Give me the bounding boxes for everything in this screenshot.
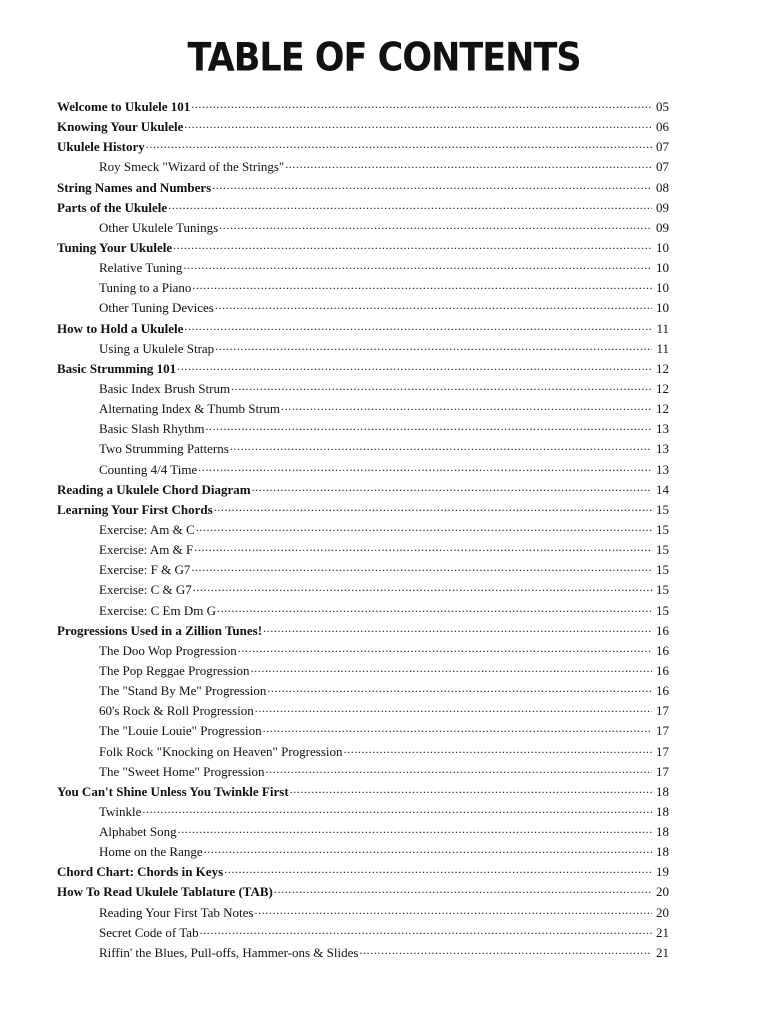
toc-entry-title: Twinkle — [99, 803, 142, 819]
toc-entry-page-number: 16 — [656, 622, 669, 638]
toc-entry-page-number: 15 — [656, 501, 669, 517]
dot-leader — [183, 255, 652, 269]
toc-entry-title: Exercise: Am & C — [99, 521, 195, 537]
toc-entry-page-number: 20 — [656, 884, 669, 900]
dot-leader — [142, 799, 652, 813]
dot-leader — [184, 114, 652, 128]
toc-entry-page-number: 18 — [656, 824, 669, 840]
toc-entry-page-number: 10 — [656, 300, 669, 316]
toc-entry-page-number: 17 — [656, 703, 669, 719]
dot-leader — [173, 235, 652, 249]
toc-entry-title: Knowing Your Ukulele — [57, 119, 184, 135]
dot-leader — [217, 598, 652, 612]
dot-leader — [281, 396, 652, 410]
table-of-contents — [57, 97, 669, 963]
toc-entry-title: Reading Your First Tab Notes — [99, 904, 254, 920]
toc-entry-title: Basic Slash Rhythm — [99, 421, 205, 437]
toc-entry-title: Tuning Your Ukulele — [57, 239, 173, 255]
toc-entry-page-number: 12 — [656, 380, 669, 396]
dot-leader — [198, 457, 652, 471]
toc-entry-title: Alternating Index & Thumb Strum — [99, 401, 281, 417]
toc-entry-page-number: 12 — [656, 360, 669, 376]
toc-entry-title: The "Stand By Me" Progression — [99, 683, 267, 699]
toc-entry-page-number: 15 — [656, 542, 669, 558]
toc-entry-page-number: 15 — [656, 521, 669, 537]
toc-entry-title: Using a Ukulele Strap — [99, 340, 215, 356]
toc-entry-page-number: 12 — [656, 401, 669, 417]
toc-entry-page-number: 05 — [656, 99, 669, 114]
dot-leader — [177, 356, 652, 370]
toc-entry-title: Exercise: C & G7 — [99, 582, 192, 598]
toc-entry-title: 60's Rock & Roll Progression — [99, 703, 254, 719]
dot-leader — [200, 920, 652, 934]
toc-entry-title: Progressions Used in a Zillion Tunes! — [57, 622, 263, 638]
toc-entry-title: Basic Strumming 101 — [57, 360, 177, 376]
toc-entry-title: How to Hold a Ukulele — [57, 320, 184, 336]
toc-entry-page-number: 15 — [656, 562, 669, 578]
dot-leader — [224, 859, 652, 873]
dot-leader — [238, 638, 652, 652]
toc-entry-page-number: 18 — [656, 844, 669, 860]
toc-entry-page-number: 15 — [656, 602, 669, 618]
toc-entry-page-number: 17 — [656, 723, 669, 739]
dot-leader — [266, 759, 652, 773]
toc-entry-title: Learning Your First Chords — [57, 501, 213, 517]
dot-leader — [263, 718, 652, 732]
toc-entry-title: Exercise: F & G7 — [99, 562, 191, 578]
toc-entry-sub — [57, 943, 669, 963]
toc-entry-page-number: 07 — [656, 159, 669, 175]
dot-leader — [212, 175, 652, 189]
dot-leader — [359, 940, 652, 954]
page-title: TABLE OF CONTENTS — [187, 35, 581, 81]
toc-entry-title: The Pop Reggae Progression — [99, 662, 250, 678]
dot-leader — [263, 618, 652, 632]
toc-entry-page-number: 11 — [656, 320, 669, 336]
dot-leader — [290, 779, 652, 793]
toc-entry-page-number: 15 — [656, 582, 669, 598]
toc-entry-page-number: 14 — [656, 481, 669, 497]
dot-leader — [196, 517, 652, 531]
toc-entry-title: Other Ukulele Tunings — [99, 219, 219, 235]
dot-leader — [168, 195, 652, 209]
dot-leader — [215, 336, 652, 350]
toc-entry-page-number: 10 — [656, 260, 669, 276]
toc-entry-page-number: 07 — [656, 139, 669, 155]
toc-entry-title: Two Strumming Patterns — [99, 441, 229, 457]
dot-leader — [251, 658, 652, 672]
dot-leader — [344, 739, 652, 753]
dot-leader — [267, 678, 652, 692]
toc-entry-page-number: 10 — [656, 239, 669, 255]
dot-leader — [252, 477, 652, 491]
dot-leader — [191, 94, 652, 108]
toc-entry-page-number: 11 — [656, 340, 669, 356]
toc-entry-page-number: 08 — [656, 179, 669, 195]
toc-entry-page-number: 17 — [656, 743, 669, 759]
toc-entry-page-number: 18 — [656, 783, 669, 799]
toc-entry-title: Other Tuning Devices — [99, 300, 214, 316]
toc-entry-title: Parts of the Ukulele — [57, 199, 168, 215]
dot-leader — [146, 134, 652, 148]
dot-leader — [219, 215, 652, 229]
toc-entry-page-number: 13 — [656, 441, 669, 457]
dot-leader — [231, 376, 652, 390]
toc-entry-page-number: 21 — [656, 944, 669, 960]
toc-entry-title: Riffin' the Blues, Pull-offs, Hammer-ons & Slides — [99, 944, 359, 960]
toc-entry-title: Reading a Ukulele Chord Diagram — [57, 481, 251, 497]
toc-entry-title: Ukulele History — [57, 139, 145, 155]
dot-leader — [255, 900, 653, 914]
toc-entry-title: Relative Tuning — [99, 260, 183, 276]
dot-leader — [194, 537, 652, 551]
toc-entry-page-number: 17 — [656, 763, 669, 779]
toc-entry-page-number: 16 — [656, 683, 669, 699]
toc-entry-page-number: 09 — [656, 219, 669, 235]
dot-leader — [230, 436, 652, 450]
dot-leader — [204, 839, 652, 853]
dot-leader — [178, 819, 652, 833]
toc-entry-title: You Can't Shine Unless You Twinkle First — [57, 783, 289, 799]
toc-entry-title: How To Read Ukulele Tablature (TAB) — [57, 884, 273, 900]
toc-entry-title: Chord Chart: Chords in Keys — [57, 864, 224, 880]
toc-entry-title: Tuning to a Piano — [99, 280, 192, 296]
toc-entry-page-number: 18 — [656, 803, 669, 819]
toc-entry-page-number: 06 — [656, 119, 669, 135]
dot-leader — [192, 275, 652, 289]
toc-entry-title: Exercise: C Em Dm G — [99, 602, 216, 618]
toc-entry-title: Exercise: Am & F — [99, 542, 194, 558]
toc-entry-page-number: 10 — [656, 280, 669, 296]
toc-entry-page-number: 21 — [656, 924, 669, 940]
toc-entry-page-number: 13 — [656, 421, 669, 437]
dot-leader — [184, 316, 652, 330]
toc-entry-page-number: 09 — [656, 199, 669, 215]
toc-entry-title: Roy Smeck "Wizard of the Strings" — [99, 159, 285, 175]
dot-leader — [205, 416, 652, 430]
toc-entry-title: String Names and Numbers — [57, 179, 212, 195]
toc-entry-title: Counting 4/4 Time — [99, 461, 198, 477]
dot-leader — [215, 295, 652, 309]
dot-leader — [255, 698, 652, 712]
dot-leader — [193, 577, 652, 591]
toc-entry-title: Secret Code of Tab — [99, 924, 199, 940]
toc-entry-title: The Doo Wop Progression — [99, 642, 237, 658]
toc-entry-title: The "Sweet Home" Progression — [99, 763, 265, 779]
toc-entry-page-number: 19 — [656, 864, 669, 880]
dot-leader — [274, 879, 652, 893]
dot-leader — [191, 557, 652, 571]
dot-leader — [214, 497, 652, 511]
toc-entry-title: Home on the Range — [99, 844, 203, 860]
toc-entry-page-number: 20 — [656, 904, 669, 920]
toc-entry-title: Alphabet Song — [99, 824, 177, 840]
toc-entry-title: The "Louie Louie" Progression — [99, 723, 262, 739]
toc-entry-page-number: 13 — [656, 461, 669, 477]
toc-entry-title: Basic Index Brush Strum — [99, 380, 231, 396]
dot-leader — [285, 154, 652, 168]
toc-entry-title: Welcome to Ukulele 101 — [57, 99, 191, 114]
toc-entry-page-number: 16 — [656, 642, 669, 658]
toc-entry-page-number: 16 — [656, 662, 669, 678]
toc-entry-title: Folk Rock "Knocking on Heaven" Progression — [99, 743, 343, 759]
